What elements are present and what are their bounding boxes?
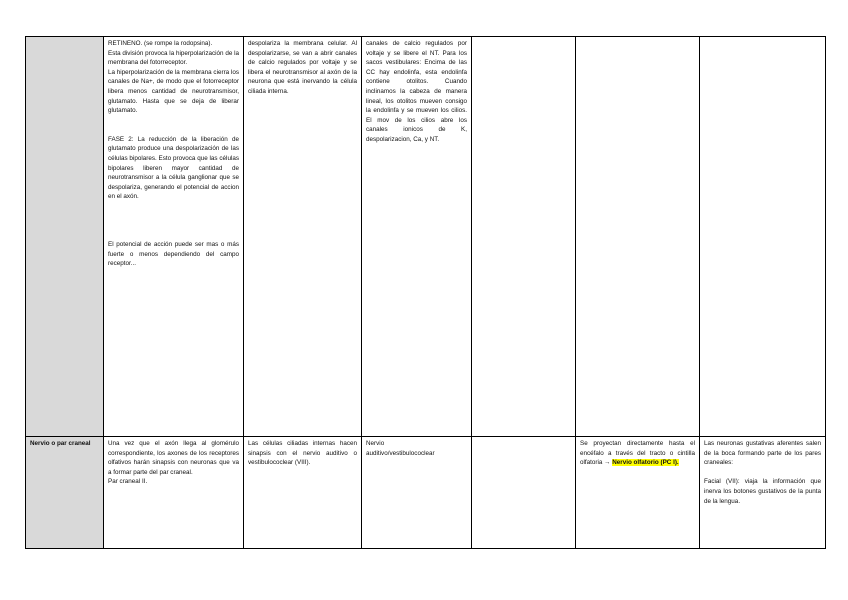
row-header: Nervio o par craneal <box>26 437 104 549</box>
cell-retina <box>104 37 244 437</box>
table-row <box>26 37 826 437</box>
cell-cochlea: Las células ciliadas internas hacen sinapsis con el nervio auditivo o vestibulococlear (VIII). <box>244 437 362 549</box>
cell-empty <box>472 437 576 549</box>
table-row <box>26 437 826 549</box>
paragraph: FASE 2: La reducción de la liberación de glutamato produce una despolarización de las células bipolares. Esto provoca que las células bipolares liberen mayor cantidad de neurotransmisor a la célula ganglionar que se despolariza, generando el potencial de accion en el axón. <box>108 135 239 201</box>
cell-vestibular <box>362 437 472 549</box>
paragraph: Se proyectan directamente hasta el encéfalo a través del tracto o cintilla olfatoria → <box>580 440 695 467</box>
cell-gusto <box>700 437 826 549</box>
paragraph: Par craneal II. <box>108 478 148 486</box>
paragraph: Esta división provoca la hiperpolarización de la membrana del fotorreceptor. <box>108 49 239 67</box>
paragraph: Las neuronas gustativas aferentes salen de la boca formando parte de los pares craneales: <box>704 440 821 467</box>
cell-empty <box>472 37 576 437</box>
cell-vestibular: canales de calcio regulados por voltaje y se libere el NT. Para los sacos vestibulares: Encima de las CC hay endolinfa, esta endolinfa contiene otolitos. Cuando inclinamos la cabeza de manera lineal, los otolitos mueven consigo la endolinfa y se mueven los cilios. El mov de los cilios abre los canales ionicos de K, despolarizacion, Ca, y NT. <box>362 37 472 437</box>
cell-olfatorio-receptor <box>104 437 244 549</box>
paragraph: RETINENO. (se rompe la rodopsina). <box>108 40 213 47</box>
cell-cochlea: despolariza la membrana celular. Al despolarizarse, se van a abrir canales de calcio regulados por voltaje y se libera el neurotransmisor al axón de la neurona que está inervando la célula ciliada interna. <box>244 37 362 437</box>
cell-olfato <box>576 437 700 549</box>
cell-olfato <box>576 37 700 437</box>
paragraph: Nervio <box>366 440 385 447</box>
row-header <box>26 37 104 437</box>
paragraph: La hiperpolarización de la membrana cierra los canales de Na+, de modo que el fotorreceptor libera menos cantidad de neurotransmisor, glutamato. Hasta que se deja de liberar glutamato. <box>108 68 239 115</box>
paragraph: El potencial de acción puede ser mas o más fuerte o menos dependiendo del campo receptor... <box>108 240 239 268</box>
paragraph: auditivo/vestibulococlear <box>366 449 435 457</box>
paragraph: Facial (VII): viaja la información que inerva los botones gustativos de la punta de la lengua. <box>704 478 821 505</box>
highlighted-text: Nervio olfatorio (PC I). <box>612 459 679 467</box>
cell-gusto <box>700 37 826 437</box>
notes-table <box>25 36 826 549</box>
paragraph: Una vez que el axón llega al glomérulo correspondiente, los axones de los receptores olfativos harán sinapsis con neuronas que va a formar parte del par craneal. <box>108 440 239 476</box>
